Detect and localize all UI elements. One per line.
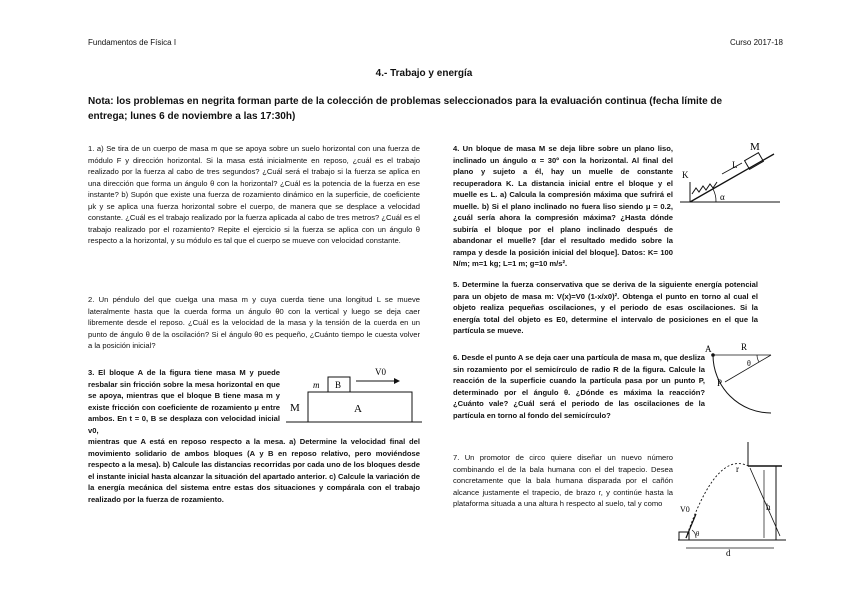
point-a (711, 353, 715, 357)
problem-1: 1. a) Se tira de un cuerpo de masa m que se apoya sobre un suelo horizontal con una fuerza de módulo F y dirección horizontal. Si la masa está inicialmente en reposo, ¿cuál es el trabajo realizado por la fuerza al cabo de tres segundos? ¿Cuál será el trabajo si la fuerza se aplica en una dirección que forma un ángulo θ con la horizontal? ¿Cuál es la potencia de la fuerza en ese instante? b) Supón que existe una fuerza de rozamiento dinámico en la superficie, de coeficiente μk y se aplica una fuerza horizontal sobre el cuerpo, de manera que se desplace a velocidad constante. ¿Cuál es el trabajo realizado por la fuerza aplicada al cabo de tres metros? ¿Cuál es el trabajo realizado por el rozamiento? Repite el ejercicio si la fuerza se aplica con un ángulo θ respecto a la horizontal, y su módulo es tal que el cuerpo se mueve con velocidad constante. (88, 144, 420, 245)
label-v0: V0 (680, 505, 690, 514)
label-big-m: M (290, 402, 300, 414)
label-r: r (736, 464, 739, 474)
label-p: P (717, 378, 723, 388)
trapeze-figure (676, 440, 788, 556)
label-a: A (354, 403, 362, 415)
blocks-figure (284, 367, 424, 427)
label-d: d (726, 548, 731, 556)
label-alpha: α (720, 192, 725, 202)
semicircle-figure (705, 338, 777, 416)
header-left: Fundamentos de Física I (88, 38, 177, 47)
theta-arc (757, 355, 759, 362)
problem-5: 5. Determine la fuerza conservativa que se deriva de la siguiente energía potencial para un objeto de masa m: V(x)=V0 (1-x/x0)². Obtenga el punto en torno al cual el objeto realiza pequeñas oscilaciones, y el periodo de esas oscilaciones. Si la energía total del objeto es E0, determine el intervalo de posiciones en el que la partícula se mueve. (453, 280, 758, 335)
label-l: L (732, 160, 738, 170)
problem-6: 6. Desde el punto A se deja caer una partícula de masa m, que desliza sin rozamiento por el semicírculo de radio R de la figura. Calcule la reacción de la superficie cuando la partícula pasa por un punto P, determinado por el ángulo θ. ¿Dónde es máxima la reacción? ¿Cuánto vale? ¿Cuál será el periodo de las oscilaciones de la partícula en torno al fondo del semicírculo? (453, 353, 705, 420)
page-title: 4.- Trabajo y energía (375, 68, 473, 79)
problem-3-body: mientras que A está en reposo respecto a la mesa. a) Determine la velocidad final del movimiento solidario de ambos bloques (A y B en reposo relativo, pero moviéndose respecto a la mesa). b) Calcule las distancias recorridas por cada uno de los bloques desde el instante inicial hasta alcanzar la situación del apartado anterior. c) Calcule la variación de la energía mecánica del sistema entre estas dos situaciones y compárala con el trabajo realizado por la fuerza de rozamiento. (88, 437, 420, 504)
trajectory (686, 464, 748, 538)
label-k: K (682, 170, 689, 180)
velocity-arrowhead (394, 378, 400, 384)
header-right: Curso 2017-18 (730, 38, 783, 47)
spring (692, 182, 717, 194)
label-h: h (766, 502, 771, 512)
label-a: A (705, 344, 712, 354)
velocity-vector (686, 514, 696, 538)
label-b: B (335, 380, 342, 390)
label-theta: θ (696, 530, 700, 538)
incline-figure (678, 138, 782, 206)
problem-7: 7. Un promotor de circo quiere diseñar un nuevo número combinando el de la bala humana con el del trapecio. Desea concretamente que la bala humana disparada por el cañón alcance justamente el trapecio, de brazo r, y continúe hasta la plataforma situada a una altura h respecto al suelo, tal y como (453, 453, 673, 508)
label-r: R (741, 342, 748, 352)
label-v0: V0 (375, 367, 386, 377)
evaluation-note: Nota: los problemas en negrita forman parte de la colección de problemas seleccionados para la evaluación continua (fecha límite de entrega; lunes 6 de noviembre a las 17:30h) (88, 96, 723, 122)
angle-arc (713, 189, 716, 202)
problem-4-intro: 4. Un bloque de masa M se deja libre sobre un plano liso, inclinado un ángulo α = 30º con la horizontal. Al final del plano y sujeto a él, hay un muelle de constante recuperadora K. La distancia inicial entre el bloque y el muelle es L. a) Calcula la compresión máxima que sufrirá el muelle. b) Si el plano inclinado no fuera liso siendo μ = 0.2, ¿cuál sería ahora la compresión máxima? ¿Hasta dónde subiría el bloque por el plano inclinado después de abandonar el muelle? [dar el resultado medido sobre la rampa y desde la posición inicial del bloque]. Datos: K= 100 N/m; m=1 kg; L=1 m; g=10 m/s². (453, 144, 673, 268)
problem-2: 2. Un péndulo del que cuelga una masa m y cuya cuerda tiene una longitud L se mueve lateralmente hasta que la cuerda forma un ángulo θ0 con la vertical y luego se deja caer libremente desde el reposo. ¿Cuál es la velocidad de la masa y la tensión de la cuerda en un punto de ángulo θ de la oscilación? Si el ángulo θ0 es pequeño, ¿Cuánto tiempo le cuesta volver a la posición inicial? (88, 295, 420, 350)
label-m: m (313, 380, 320, 390)
label-theta: θ (747, 359, 751, 368)
problem-3-intro: 3. El bloque A de la figura tiene masa M y puede resbalar sin fricción sobre la mesa horizontal en que se apoya, mientras que el bloque B tiene masa m y existe fricción con coeficiente de rozamiento μ entre ambos. En t = 0, B se desplaza con velocidad inicial v0, (88, 368, 280, 435)
label-m: M (750, 141, 760, 153)
